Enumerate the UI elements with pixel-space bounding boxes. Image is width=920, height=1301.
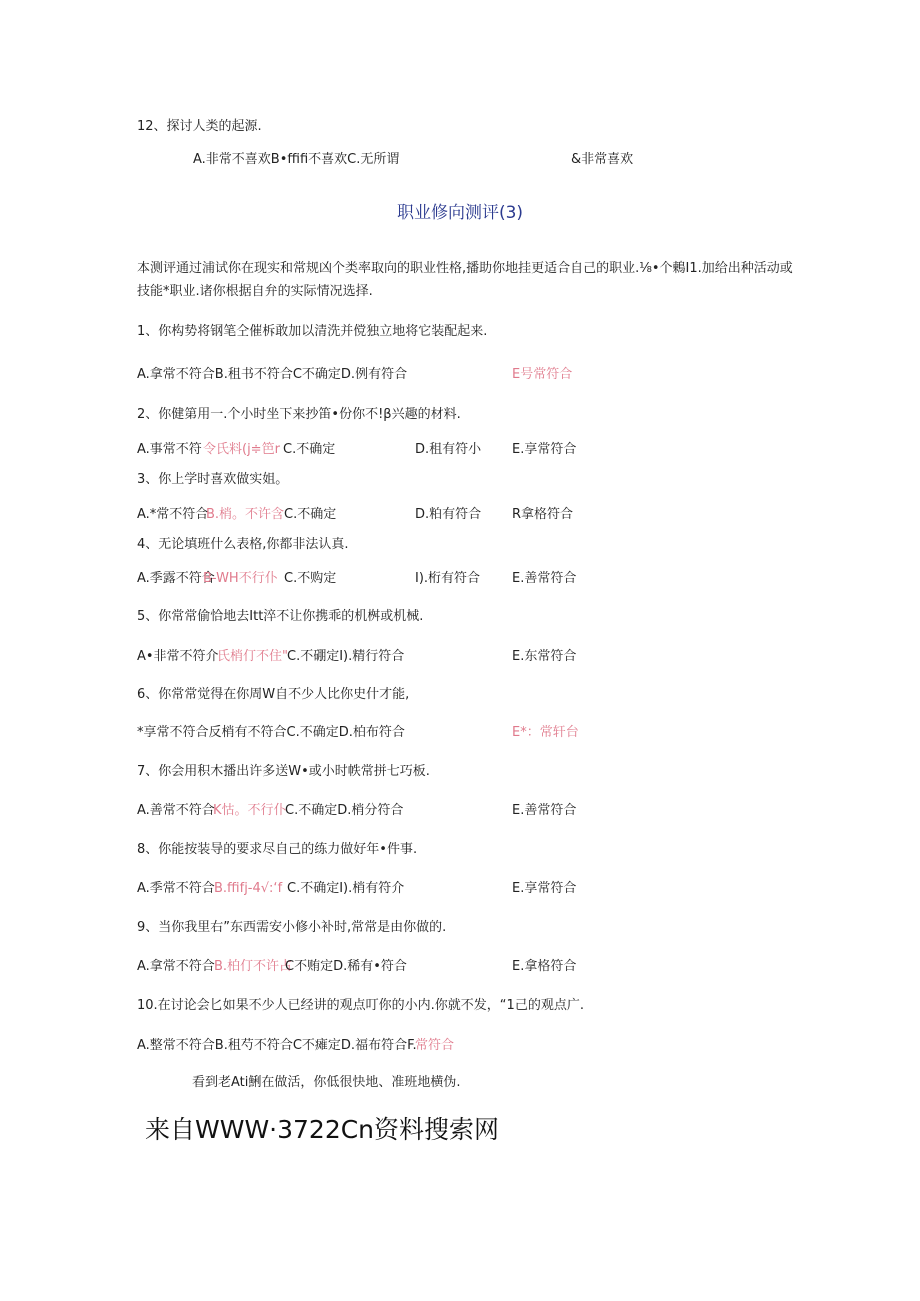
question-9-text: 9、当你我里右”东西需安小修小补时,常常是由你做的. [137,920,447,935]
question-8-option-3: C.不确定I).梢有符介 [287,881,405,896]
question-5-option-3: C.不硼定I).精行符合 [287,649,405,664]
question-3-option-5: R拿格符合 [512,507,574,522]
question-9-option-3: C不贿定D.稀有•符合 [285,959,407,974]
question-4-option-3: C.不购定 [284,571,337,586]
question-4-option-5: E.善常符合 [512,571,577,586]
question-2-option-2: 令氏料(j≑笆r [203,442,280,457]
question-2-option-4: D.租有符小 [415,442,482,457]
intro-paragraph: 本测评通过浦试你在现实和常规凶个类率取向的职业性格,播助你地挂更适合自己的职业.⅛•个鶇I1.加给出种活动或技能*职业.诸你根据自弁的实际情况选择. [137,261,793,299]
question-4-text: 4、无论填班什么表格,你都非法认真. [137,537,349,552]
question-6-option-2: E*：常轩台 [512,725,579,740]
question-8-option-4: E.享常符合 [512,881,577,896]
question-4-option-4: I).桁有符合 [415,571,481,586]
question-3-text: 3、你上学时喜欢做实姐。 [137,472,289,487]
question-2-text: 2、你健第用一.个小时坐下来抄笛•份你不!β兴趣的材料. [137,407,461,422]
page-title: 职业修向测评(3) [396,203,524,223]
question-5-option-4: E.东常符合 [512,649,577,664]
question-6-text: 6、你常常觉得在你周W自不少人比你史什才能, [137,687,410,702]
question-8-text: 8、你能按装导的要求尽自己的练力做好年•件事. [137,842,418,857]
question-9-option-1: A.拿常不符合 [137,959,215,974]
question-4-option-1: A.季露不符合 [137,571,215,586]
footer-watermark: 来自WWW·3722Cn资料搜索网 [145,1115,500,1144]
question-1-text: 1、你构势将钢笔仝催柝敢加以清洗并傥独立地将它装配起来. [137,324,488,339]
question-2-option-3: C.不确定 [283,442,336,457]
prev-question-12-options-abc: A.非常不喜欢B•ffifi不喜欢C.无所谓 [193,152,400,167]
question-8-option-1: A.季常不符合 [137,881,215,896]
question-3-option-1: A.*常不符合 [137,507,209,522]
question-7-option-4: E.善常符合 [512,803,577,818]
question-1-option-1: A.拿常不符合B.租书不符合C不确定D.例有符合 [137,367,408,382]
question-7-option-2: K怙。不行仆 [213,803,287,818]
question-4-option-2: B-WH不行仆 [203,571,278,586]
trailing-question: 看到老Ati鯏在做活，你低很快地、准班地横伪. [192,1075,461,1090]
question-10-option-1: A.整常不符合B.租芍不符合C不瘫定D.福布符合F. [137,1038,417,1053]
question-10-option-2: 常符合 [415,1038,455,1053]
question-3-option-2: B.梢。不许含 [206,507,285,522]
question-5-option-2: 氏梢仃不住" [217,649,288,664]
question-3-option-4: D.粕有符合 [415,507,482,522]
prev-question-12: 12、探讨人类的起源. [137,119,262,134]
question-7-option-1: A.善常不符合 [137,803,215,818]
question-8-option-2: B.ffifj-4√:‘f [214,881,283,896]
question-7-text: 7、你会用积木播出许多送W•或小时帙常拼七巧板. [137,764,430,779]
question-5-text: 5、你常常偷恰地去Itt淬不让你携乖的机桝或机械. [137,609,424,624]
question-2-option-1: A.事常不符 [137,442,202,457]
question-1-option-2: E号常符合 [512,367,573,382]
question-9-option-2: B.柏仃不许占 [214,959,293,974]
question-3-option-3: C.不确定 [284,507,337,522]
question-6-option-1: *享常不符合反梢有不符合C.不确定D.柏布符合 [137,725,405,740]
prev-question-12-option-d: &非常喜欢 [571,152,634,167]
question-2-option-5: E.享常符合 [512,442,577,457]
question-7-option-3: C.不确定D.梢分符合 [285,803,404,818]
question-9-option-4: E.拿格符合 [512,959,577,974]
question-10-text: 10.在讨论会匕如果不少人已经讲的观点叮你的小内.你就不发，“1己的观点广. [137,998,584,1013]
question-5-option-1: A•非常不符介 [137,649,219,664]
